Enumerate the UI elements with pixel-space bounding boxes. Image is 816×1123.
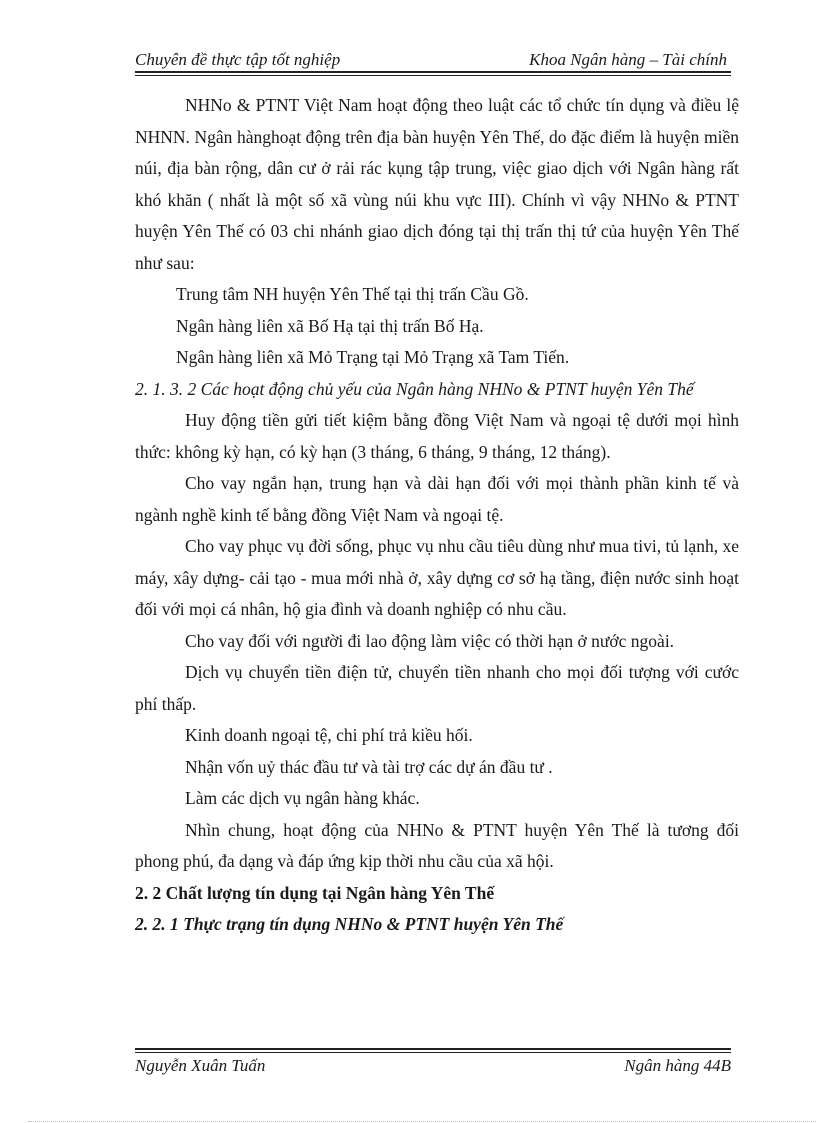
activity-consumer-loans: Cho vay phục vụ đời sống, phục vụ nhu cầu tiêu dùng như mua tivi, tủ lạnh, xe máy, xây dựng- cải tạo - mua mới nhà ở, xây dựng cơ sở hạ tầng, điện nước sinh hoạt đối với mọi cá nhân, hộ gia đình và doanh nghiệp có nhu cầu. [135,536,739,619]
section-heading-2-2-1: 2. 2. 1 Thực trạng tín dụng NHNo & PTNT huyện Yên Thế [135,914,564,934]
paragraph-intro: NHNo & PTNT Việt Nam hoạt động theo luật các tổ chức tín dụng và điều lệ NHNN. Ngân hànghoạt động trên địa bàn huyện Yên Thế, do đặc điểm là huyện miền núi, địa bàn rộng, dân cư ở rải rác kụng tập trung, việc giao dịch với Ngân hàng rất khó khăn ( nhất là một số xã vùng núi khu vực III). Chính vì vậy NHNo & PTNT huyện Yên Thế có 03 chi nhánh giao dịch đóng tại thị trấn thị tứ của huyện Yên Thế như sau: [135,95,739,273]
paragraph-summary: Nhìn chung, hoạt động của NHNo & PTNT huyện Yên Thế là tương đối phong phú, đa dạng và đáp ứng kịp thời nhu cầu của xã hội. [135,819,739,871]
activity-foreign-exchange: Kinh doanh ngoại tệ, chi phí trả kiều hối. [185,725,473,745]
header-faculty: Khoa Ngân hàng – Tài chính [529,50,727,69]
branch-item-3: Ngân hàng liên xã Mỏ Trạng tại Mỏ Trạng xã Tam Tiến. [176,347,570,367]
branch-item-1: Trung tâm NH huyện Yên Thế tại thị trấn Cầu Gồ. [176,284,529,304]
activity-trust-capital: Nhận vốn uỷ thác đầu tư và tài trợ các dự án đầu tư . [185,756,553,777]
header-document-title: Chuyên đề thực tập tốt nghiệp [135,50,341,69]
footer-divider [135,1048,731,1053]
branch-item-2: Ngân hàng liên xã Bố Hạ tại thị trấn Bố Hạ. [176,315,484,336]
section-heading-2-2: 2. 2 Chất lượng tín dụng tại Ngân hàng Yên Thế [135,882,495,903]
activity-loans: Cho vay ngắn hạn, trung hạn và dài hạn đối với mọi thành phần kinh tế và ngành nghề kinh tế bằng đồng Việt Nam và ngoại tệ. [135,473,739,525]
page-edge-divider [28,1121,816,1122]
page-body [135,90,739,941]
footer-author: Nguyễn Xuân Tuấn [135,1056,266,1075]
activity-other-services: Làm các dịch vụ ngân hàng khác. [185,788,420,808]
footer-class: Ngân hàng 44B [624,1056,731,1075]
header-divider [135,71,731,76]
activity-money-transfer: Dịch vụ chuyển tiền điện tử, chuyển tiền nhanh cho mọi đối tượng với cước phí thấp. [135,662,739,714]
page-footer [135,1054,731,1078]
section-heading-2-1-3-2: 2. 1. 3. 2 Các hoạt động chủ yếu của Ngân hàng NHNo & PTNT huyện Yên Thế [135,378,694,399]
page-header [135,48,727,72]
activity-deposits: Huy động tiền gửi tiết kiệm bằng đồng Việt Nam và ngoại tệ dưới mọi hình thức: không kỳ hạn, có kỳ hạn (3 tháng, 6 tháng, 9 tháng, 12 tháng). [135,410,739,462]
activity-labor-export-loans: Cho vay đối với người đi lao động làm việc có thời hạn ở nước ngoài. [185,630,675,651]
